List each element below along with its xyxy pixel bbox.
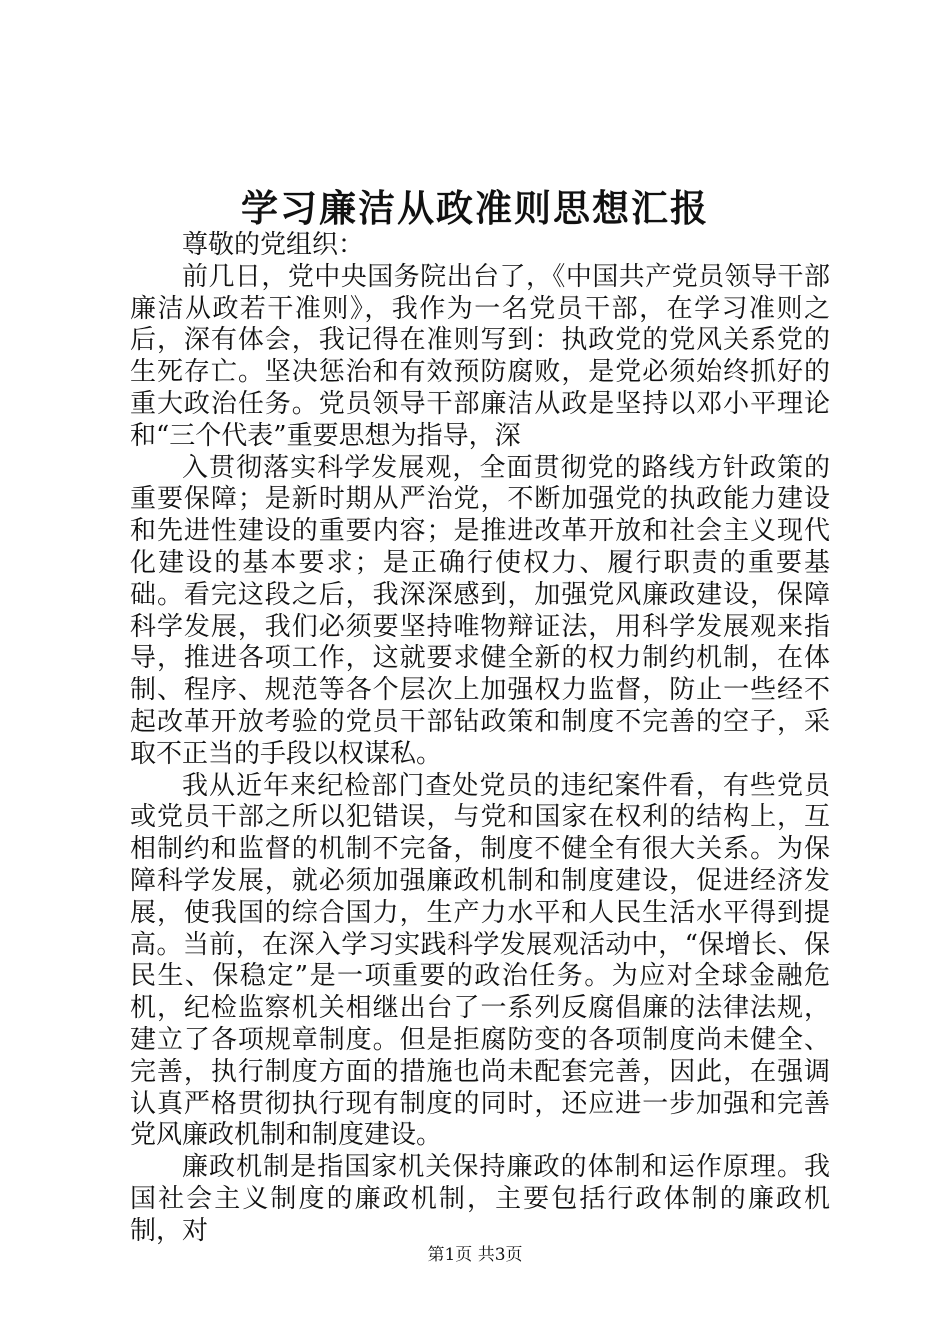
salutation: 尊敬的党组织： — [182, 230, 365, 260]
page-footer: 第1页 共3页 — [427, 1245, 523, 1265]
document-body — [130, 230, 830, 1248]
paragraph-3: 我从近年来纪检部门查处党员的违纪案件看，有些党员或党员干部之所以犯错误，与党和国家在权利的结构上，互相制约和监督的机制不完备，制度不健全有很大关系。为保障科学发展，就必须加强廉政机制和制度建设，促进经济发展，使我国的综合国力，生产力水平和人民生活水平得到提高。当前，在深入学习实践科学发展观活动中，“保增长、保民生、保稳定”是一项重要的政治任务。为应对全球金融危机，纪检监察机关相继出台了一系列反腐倡廉的法律法规，建立了各项规章制度。但是拒腐防变的各项制度尚未健全、完善，执行制度方面的措施也尚未配套完善，因此，在强调认真严格贯彻执行现有制度的同时，还应进一步加强和完善党风廉政机制和制度建设。 — [130, 770, 830, 1151]
document-title: 学习廉洁从政准则思想汇报 — [241, 186, 709, 230]
paragraph-4: 廉政机制是指国家机关保持廉政的体制和运作原理。我国社会主义制度的廉政机制，主要包括行政体制的廉政机制，对 — [130, 1152, 830, 1246]
paragraph-1: 前几日，党中央国务院出台了，《中国共产党员领导干部廉洁从政若干准则》，我作为一名党员干部，在学习准则之后，深有体会，我记得在准则写到：执政党的党风关系党的生死存亡。坚决惩治和有效预防腐败，是党必须始终抓好的重大政治任务。党员领导干部廉洁从政是坚持以邓小平理论和“三个代表”重要思想为指导，深 — [130, 261, 830, 451]
paragraph-2: 入贯彻落实科学发展观，全面贯彻党的路线方针政策的重要保障；是新时期从严治党，不断加强党的执政能力建设和先进性建设的重要内容；是推进改革开放和社会主义现代化建设的基本要求；是正确行使权力、履行职责的重要基础。看完这段之后，我深深感到，加强党风廉政建设，保障科学发展，我们必须要坚持唯物辩证法，用科学发展观来指导，推进各项工作，这就要求健全新的权力制约机制，在体制、程序、规范等各个层次上加强权力监督，防止一些经不起改革开放考验的党员干部钻政策和制度不完善的空子，采取不正当的手段以权谋私。 — [130, 452, 830, 769]
